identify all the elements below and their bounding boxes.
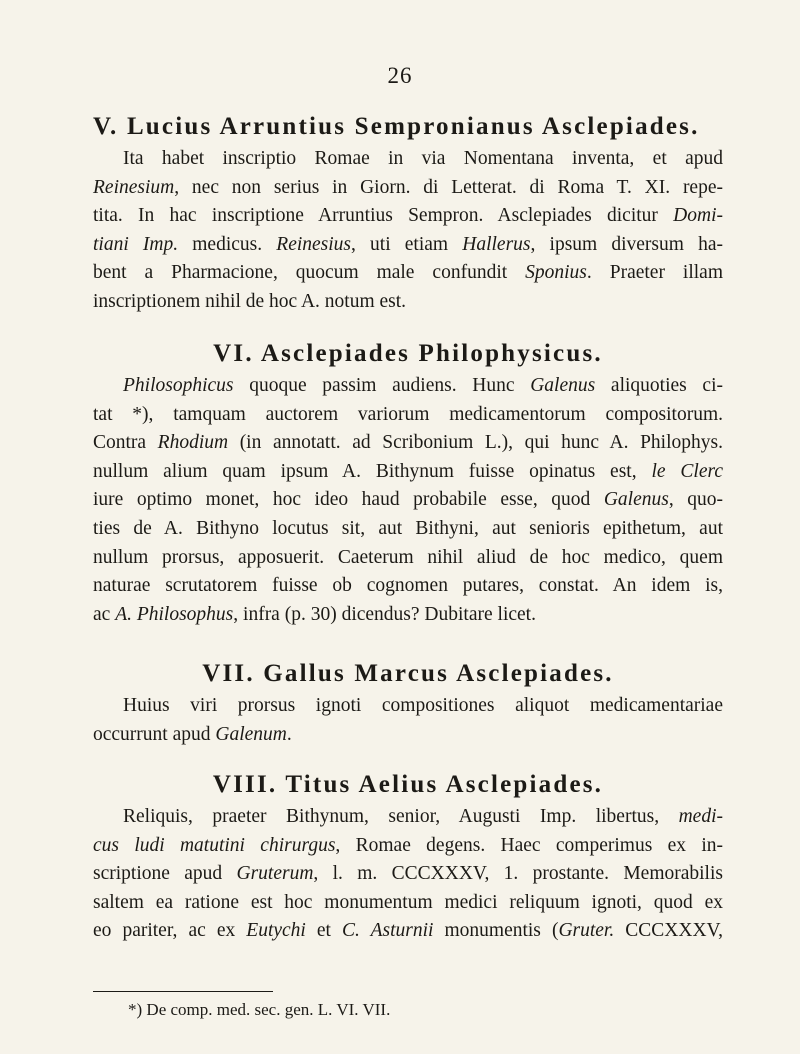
footnote-divider: [93, 991, 273, 992]
text-line: Philosophicus quoque passim audiens. Hunc Galenus aliquoties ci-: [123, 375, 723, 396]
text-line: tita. In hac inscriptione Arruntius Sempron. Asclepiades dicitur Domi-: [93, 205, 723, 227]
section-v-paragraph: [93, 145, 723, 317]
text-line: Huius viri prorsus ignoti compositiones aliquot medicamentariae: [123, 695, 723, 716]
text-line: Reinesium, nec non serius in Giorn. di Letterat. di Roma T. XI. repe-: [93, 176, 723, 198]
section-viii-paragraph: [93, 803, 723, 946]
section-title: Asclepiades Philophysicus.: [260, 340, 603, 367]
section-vii-paragraph: [93, 692, 723, 749]
text-line: cus ludi matutini chirurgus, Romae degens. Haec comperimus ex in-: [93, 834, 723, 856]
text-line: nullum alium quam ipsum A. Bithynum fuisse opinatus est, le Clerc: [93, 460, 723, 482]
text-line: bent a Pharmacione, quocum male confundit Sponius. Praeter illam: [93, 262, 723, 284]
section-number: VI.: [213, 340, 254, 367]
section-title: Lucius Arruntius Sempronianus Asclepiades.: [126, 113, 700, 140]
section-title: Gallus Marcus Asclepiades.: [263, 660, 614, 687]
section-heading-vi: [93, 339, 723, 369]
section-heading-viii: [93, 770, 723, 800]
text-line: Ita habet inscriptio Romae in via Nomentana inventa, et apud: [123, 148, 723, 169]
section-heading-v: [93, 112, 723, 142]
text-line: tiani Imp. medicus. Reinesius, uti etiam Hallerus, ipsum diversum ha-: [93, 233, 723, 255]
section-vi-paragraph: [93, 372, 723, 629]
text-line: Contra Rhodium (in annotatt. ad Scribonium L.), qui hunc A. Philophys.: [93, 432, 723, 454]
text-line: nullum prorsus, apposuerit. Caeterum nihil aliud de hoc medico, quem: [93, 546, 723, 568]
text-line: inscriptionem nihil de hoc A. notum est.: [93, 290, 407, 312]
section-number: VIII.: [212, 771, 278, 798]
text-line: tat *), tamquam auctorem variorum medicamentorum compositorum.: [93, 403, 723, 425]
text-line: ties de A. Bithyno locutus sit, aut Bithyni, aut senioris epithetum, aut: [93, 517, 723, 539]
text-line: naturae scrutatorem fuisse ob cognomen putares, constat. An idem is,: [93, 575, 723, 597]
page-number: 26: [387, 63, 413, 88]
text-line: scriptione apud Gruterum, l. m. CCCXXXV, 1. prostante. Memorabilis: [93, 863, 723, 885]
section-number: V.: [93, 113, 119, 140]
text-line: ac A. Philosophus, infra (p. 30) dicendus? Dubitare licet.: [93, 603, 536, 625]
text-line: occurrunt apud Galenum.: [93, 723, 292, 745]
section-number: VII.: [202, 660, 255, 687]
section-title: Titus Aelius Asclepiades.: [285, 771, 604, 798]
text-line: eo pariter, ac ex Eutychi et C. Asturnii monumentis (Gruter. CCCXXXV,: [93, 920, 723, 942]
footnote: *) De comp. med. sec. gen. L. VI. VII.: [128, 1000, 391, 1019]
section-heading-vii: [93, 659, 723, 689]
text-line: iure optimo monet, hoc ideo haud probabile esse, quod Galenus, quo-: [93, 489, 723, 511]
text-line: Reliquis, praeter Bithynum, senior, Augusti Imp. libertus, medi-: [123, 806, 723, 827]
text-line: saltem ea ratione est hoc monumentum medici reliquum ignoti, quod ex: [93, 891, 723, 913]
